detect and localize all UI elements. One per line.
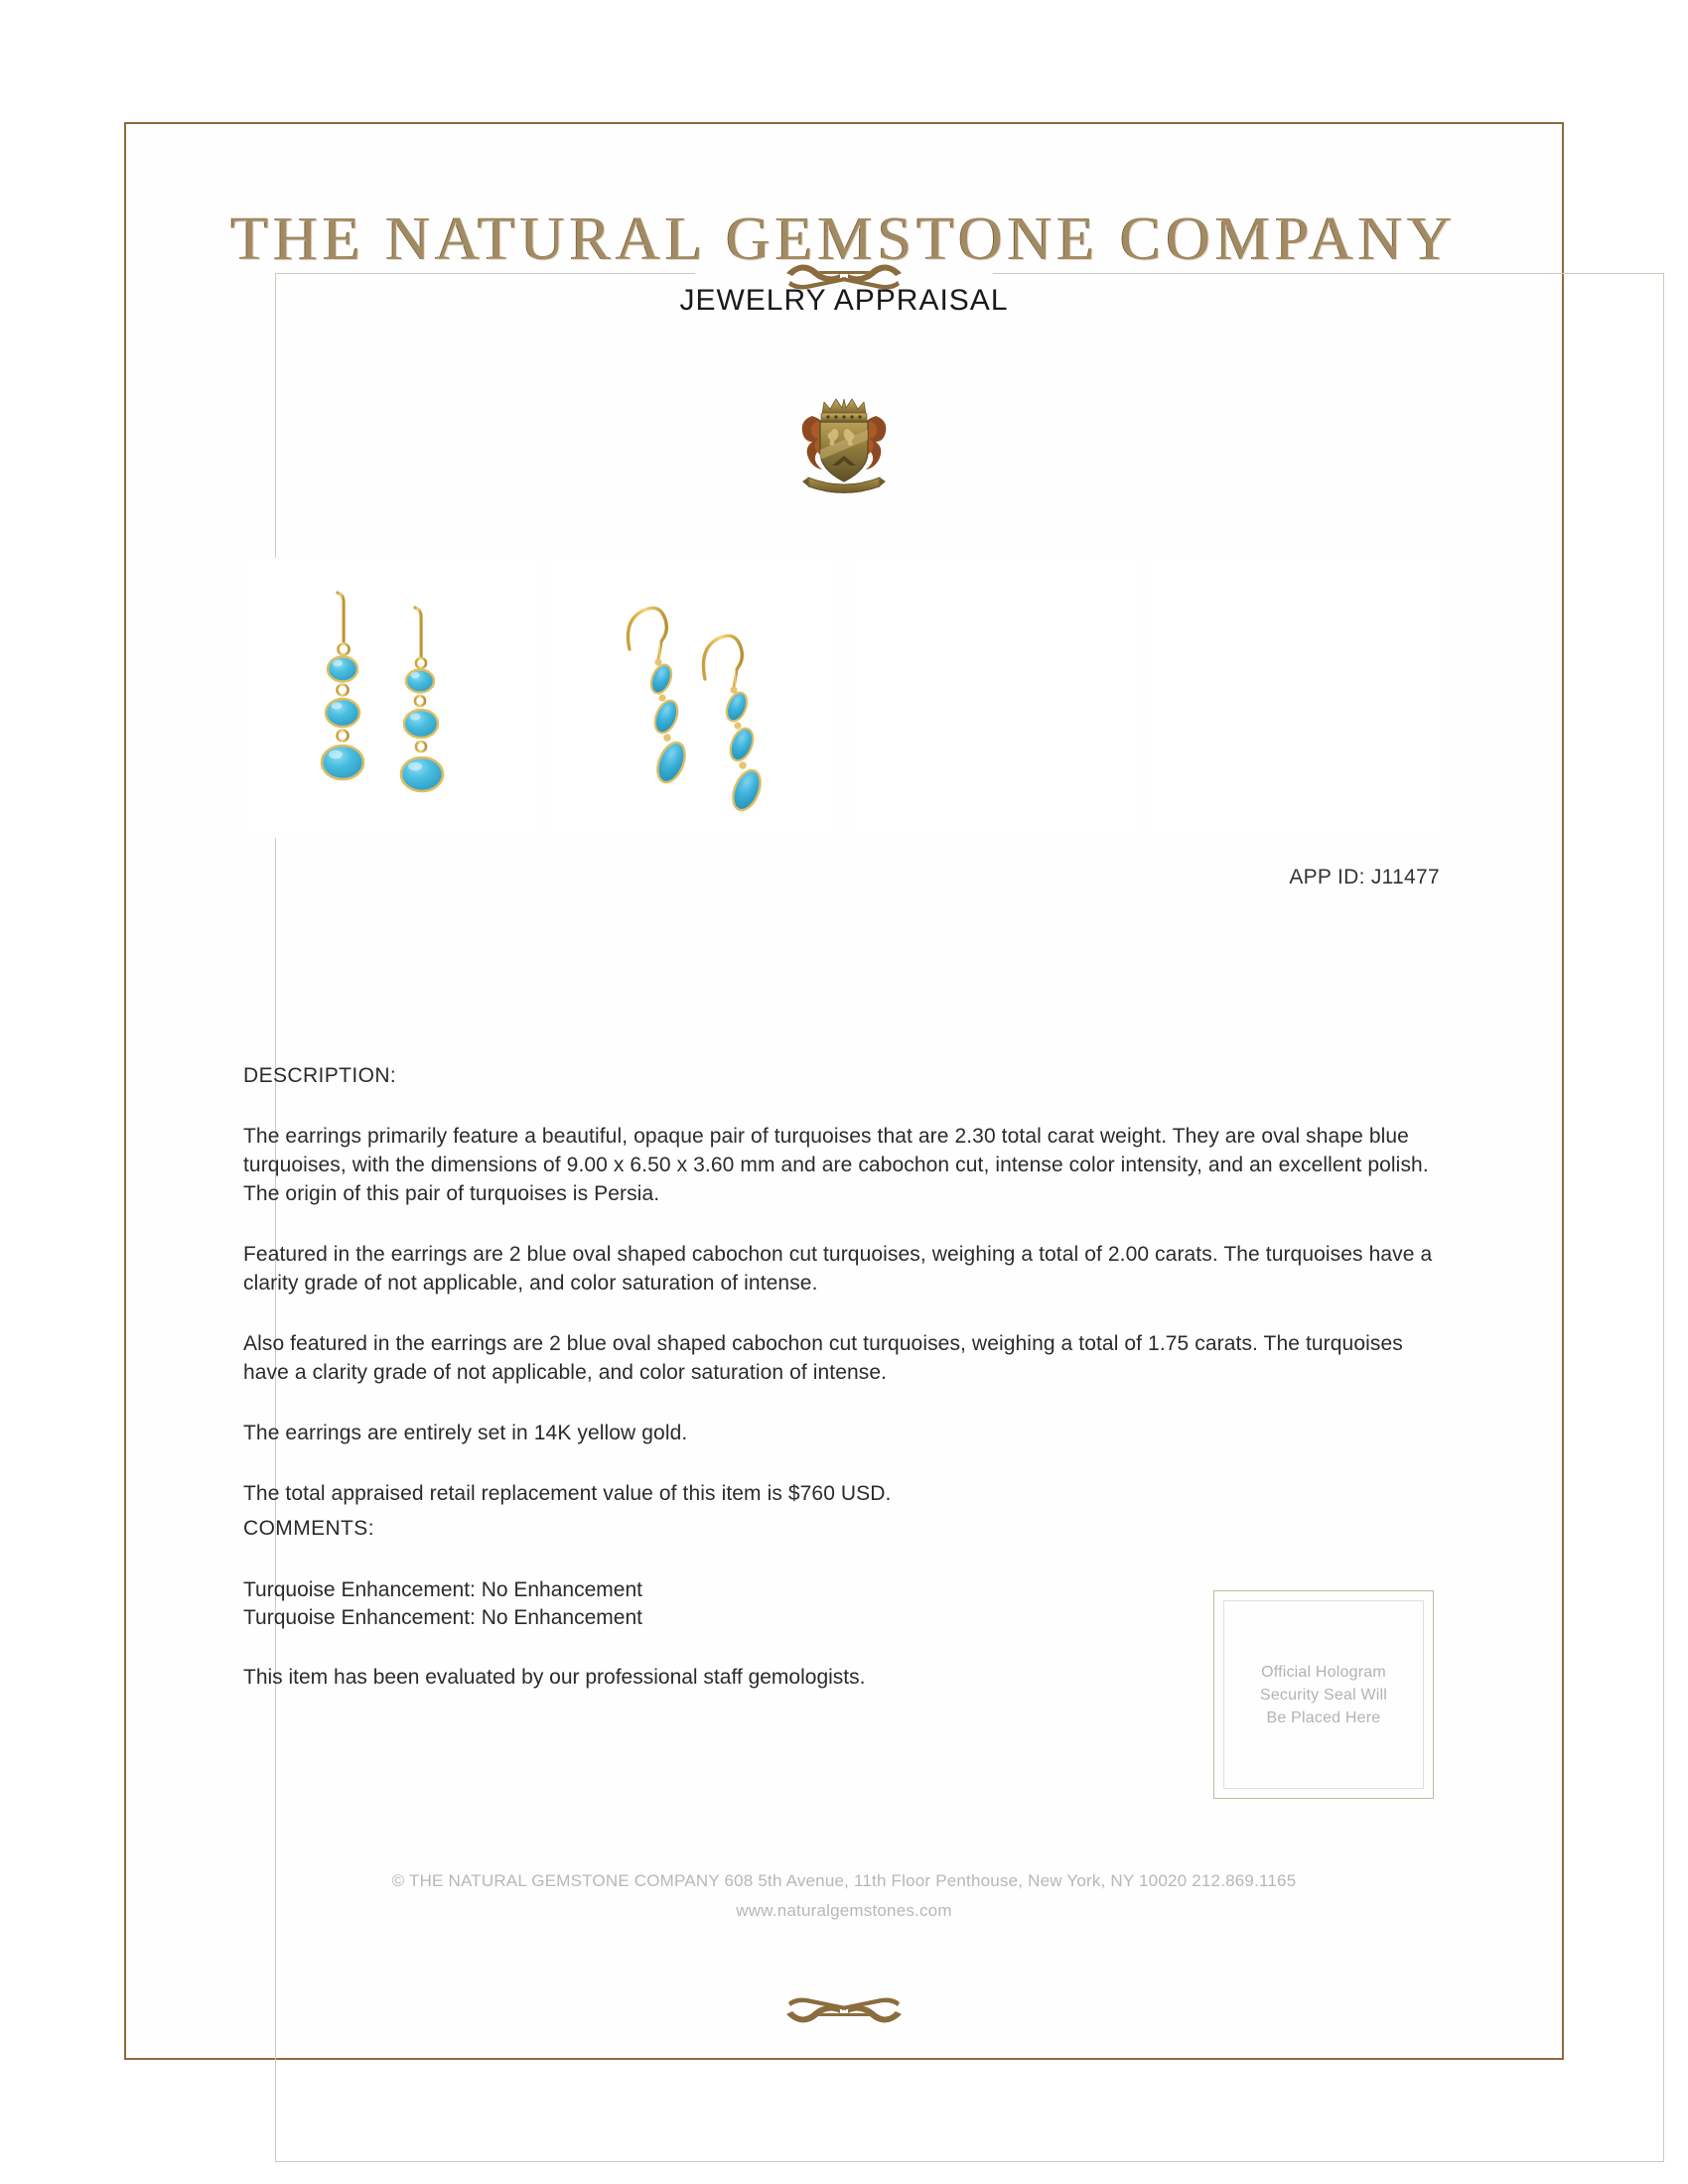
comment-line: Turquoise Enhancement: No Enhancement	[243, 1606, 642, 1629]
company-title: THE NATURAL GEMSTONE COMPANY	[230, 205, 1458, 273]
comments-section	[243, 1517, 1236, 1692]
heraldic-crest-logo	[784, 390, 904, 497]
photo-earrings-angled-view[interactable]	[548, 558, 837, 838]
app-id-label: APP ID: J11477	[1289, 866, 1440, 888]
document-header	[149, 205, 1539, 318]
hologram-line-3: Be Placed Here	[1266, 1708, 1381, 1726]
footer-website-link[interactable]: www.naturalgemstones.com	[736, 1901, 952, 1920]
hologram-seal-box	[1213, 1590, 1434, 1799]
description-paragraph: Featured in the earrings are 2 blue oval shaped cabochon cut turquoises, weighing a total of 2.00 carats. The turquoises have a clarity grade of not applicable, and color saturation of intense.	[243, 1243, 1433, 1295]
hologram-line-2: Security Seal Will	[1259, 1686, 1388, 1704]
product-photo-strip	[246, 558, 1442, 838]
photo-placeholder-4[interactable]	[1152, 558, 1441, 838]
comment-line: Turquoise Enhancement: No Enhancement	[243, 1578, 642, 1601]
description-paragraph: The total appraised retail replacement value of this item is $760 USD.	[243, 1482, 892, 1505]
bottom-flourish-ornament	[695, 1988, 993, 2040]
footer-address-line: © THE NATURAL GEMSTONE COMPANY 608 5th Avenue, 11th Floor Penthouse, New York, NY 10020 212.869.1165	[391, 1871, 1297, 1890]
hologram-line-1: Official Hologram	[1261, 1663, 1386, 1681]
description-paragraph: The earrings primarily feature a beautiful, opaque pair of turquoises that are 2.30 total carat weight. They are oval shape blue turquoises, with the dimensions of 9.00 x 6.50 x 3.60 mm and are cabochon cut, intense color intensity, and an excellent polish. The origin of this pair of turquoises is Persia.	[243, 1125, 1429, 1205]
comments-heading: COMMENTS:	[243, 1517, 374, 1540]
comments-closing-statement: This item has been evaluated by our professional staff gemologists.	[243, 1666, 866, 1689]
description-heading: DESCRIPTION:	[243, 1064, 397, 1087]
hologram-seal-text	[1260, 1661, 1387, 1729]
description-section	[243, 1064, 1445, 1508]
photo-placeholder-3[interactable]	[850, 558, 1139, 838]
comment-lines	[243, 1576, 1236, 1632]
page-footer	[149, 1866, 1539, 1926]
description-paragraph: The earrings are entirely set in 14K yellow gold.	[243, 1422, 688, 1444]
description-paragraph: Also featured in the earrings are 2 blue oval shaped cabochon cut turquoises, weighing a total of 1.75 carats. The turquoises have a clarity grade of not applicable, and color saturation of intense.	[243, 1332, 1403, 1384]
document-subtitle: JEWELRY APPRAISAL	[679, 284, 1009, 317]
hologram-seal-inner-border	[1223, 1600, 1424, 1789]
photo-earrings-front-view[interactable]	[246, 558, 535, 838]
